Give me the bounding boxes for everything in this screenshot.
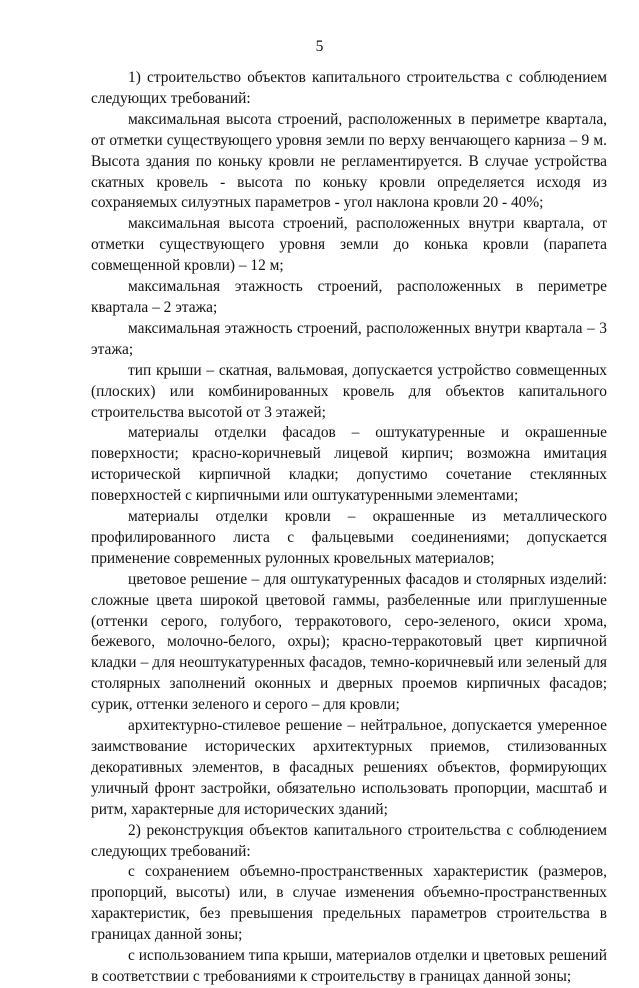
paragraph-facade-materials: материалы отделки фасадов – оштукатуренные и окрашенные поверхности; красно-коричневый лицевой кирпич; возможна имитация исторической кирпичной кладки; допустимо сочетание стеклянных поверхностей с кирпичными или оштукатуренными элементами;: [91, 424, 607, 505]
paragraph-roof-type: тип крыши – скатная, вальмовая, допускается устройство совмещенных (плоских) или комбинированных кровель для объектов капитального строительства высотой от 3 этажей;: [91, 361, 607, 421]
paragraph-max-floors-inner: максимальная этажность строений, расположенных внутри квартала – 3 этажа;: [91, 319, 607, 358]
paragraph-architectural-style: архитектурно-стилевое решение – нейтральное, допускается умеренное заимствование исторических архитектурных приемов, стилизованных декоративных элементов, в фасадных решениях объектов, формирующих уличный фронт застройки, обязательно использовать пропорции, масштаб и ритм, характерные для исторических зданий;: [91, 717, 607, 818]
paragraph-reconstruction-requirements: 2) реконструкция объектов капитального строительства с соблюдением следующих требований:: [91, 821, 607, 860]
paragraph-max-height-perimeter: максимальная высота строений, расположенных в периметре квартала, от отметки существующего уровня земли по верху венчающего карниза – 9 м. Высота здания по коньку кровли не регламентируется. В случае устройства скатных кровель - высота по коньку кровли определяется исходя из сохраняемых силуэтных параметров - угол наклона кровли 20 - 40%;: [91, 110, 607, 212]
page-number: 5: [315, 38, 324, 55]
paragraph-roof-materials: материалы отделки кровли – окрашенные из металлического профилированного листа с фальцевыми соединениями; допускается применение современных рулонных кровельных материалов;: [91, 508, 607, 567]
document-body: [91, 68, 607, 988]
paragraph-preserve-volume: с сохранением объемно-пространственных характеристик (размеров, пропорций, высоты) или, в случае изменения объемно-пространственных характеристик, без превышения предельных параметров строительства в границах данной зоны;: [91, 863, 607, 944]
paragraph-max-height-inner: максимальная высота строений, расположенных внутри квартала, от отметки существующего уровня земли до конька кровли (парапета совмещенной кровли) – 12 м;: [91, 215, 607, 275]
paragraph-max-floors-perimeter: максимальная этажность строений, расположенных в периметре квартала – 2 этажа;: [91, 278, 607, 316]
paragraph-roof-and-finish: с использованием типа крыши, материалов отделки и цветовых решений в соответствии с требованиями к строительству в границах данной зоны;: [91, 947, 607, 985]
paragraph-construction-requirements: 1) строительство объектов капитального строительства с соблюдением следующих требований:: [91, 69, 607, 107]
paragraph-color-scheme: цветовое решение – для оштукатуренных фасадов и столярных изделий: сложные цвета широкой цветовой гаммы, разбеленные или приглушенные (оттенки серого, голубого, терракотового, серо-зеленого, окиси хрома, бежевого, молочно-белого, охры); красно-терракотовый цвет кирпичной кладки – для неоштукатуренных фасадов, темно-коричневый или зеленый для столярных заполнений оконных и дверных проемов кирпичных фасадов; сурик, оттенки зеленого и серого – для кровли;: [91, 570, 607, 714]
